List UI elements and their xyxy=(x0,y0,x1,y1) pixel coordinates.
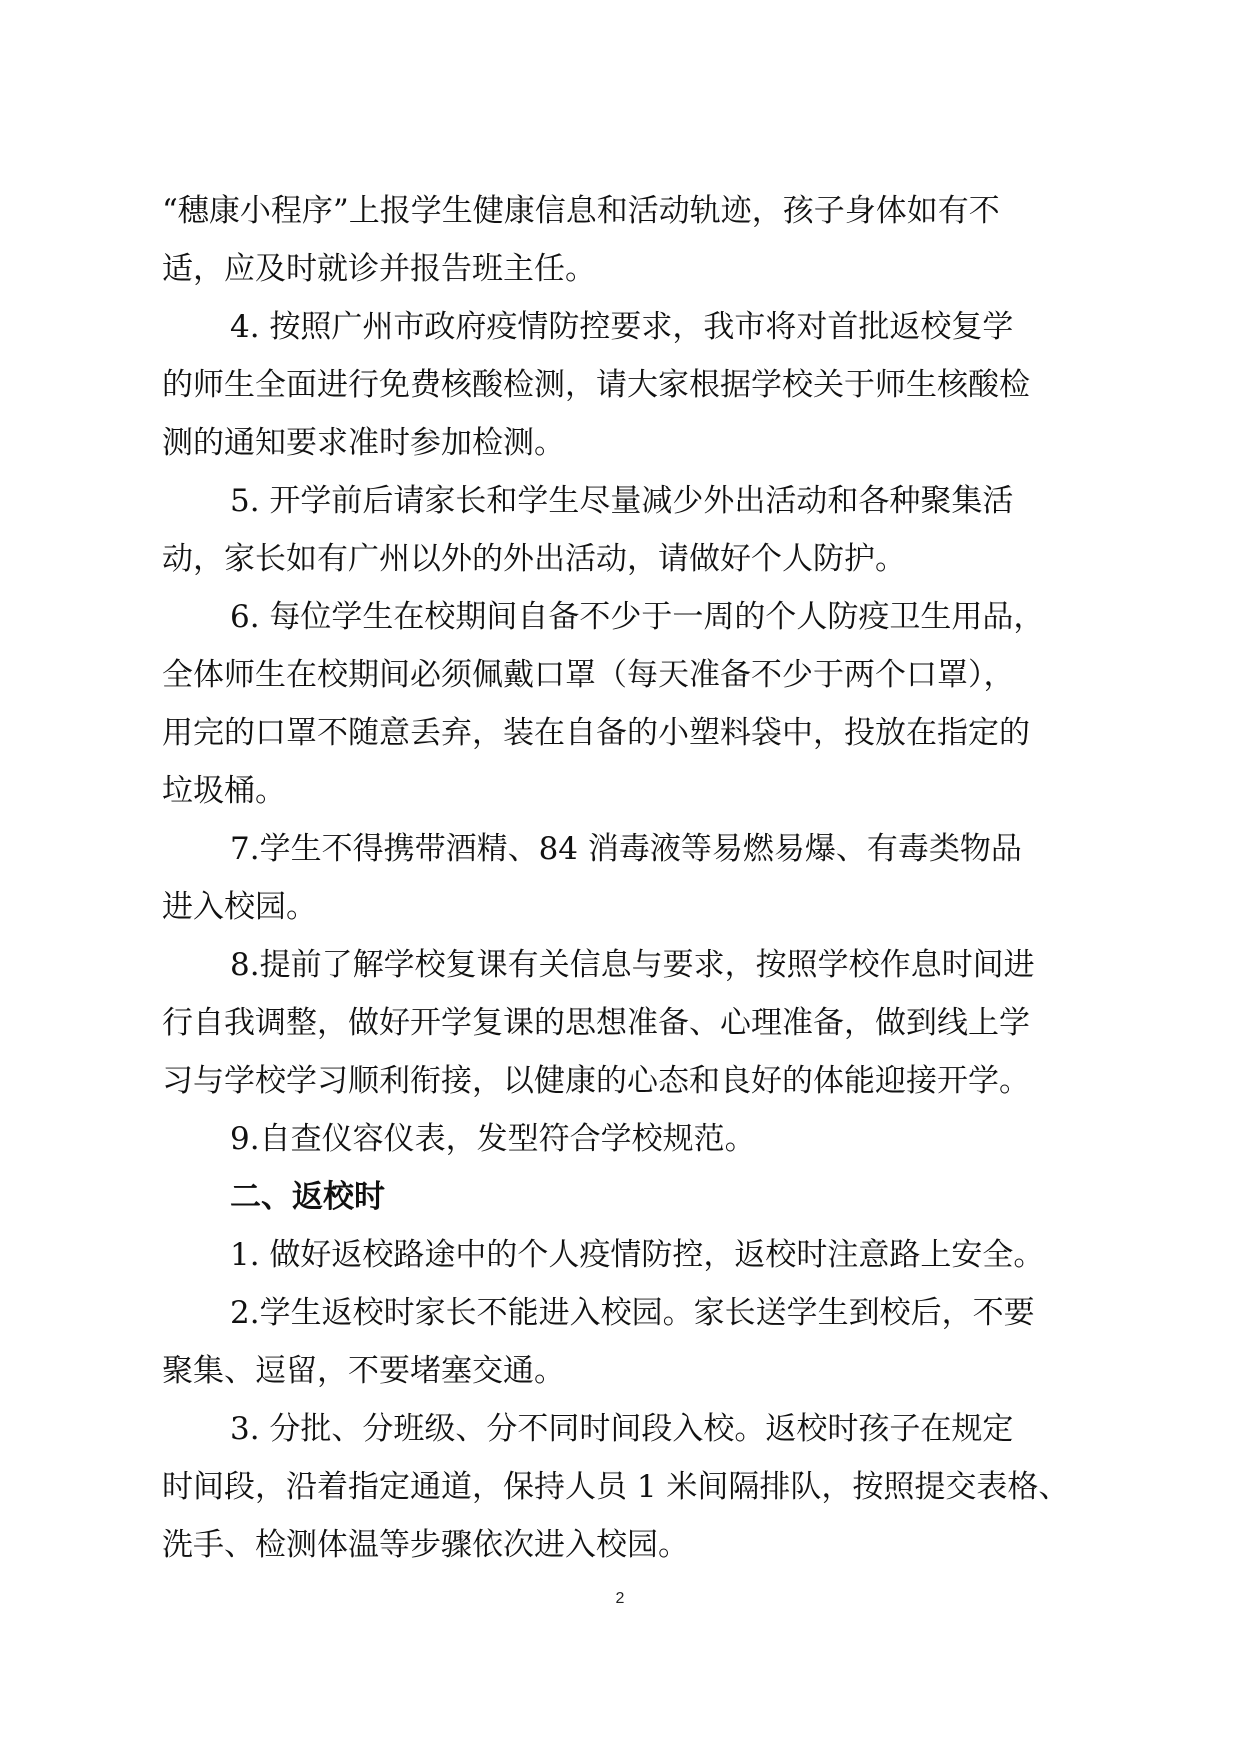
return-item-2-start: 2.学生返校时家长不能进入校园。家长送学生到校后，不要 xyxy=(230,1295,1035,1331)
paragraph-5-start: 5. 开学前后请家长和学生尽量减少外出活动和各种聚集活 xyxy=(230,483,1014,519)
paragraph-6-start: 6. 每位学生在校期间自备不少于一周的个人防疫卫生用品， xyxy=(230,599,1045,635)
section-heading-return-to-school: 二、返校时 xyxy=(230,1179,385,1215)
text-line: 洗手、检测体温等步骤依次进入校园。 xyxy=(162,1527,689,1563)
body-text xyxy=(162,182,1086,1574)
paragraph-9: 9.自查仪容仪表，发型符合学校规范。 xyxy=(230,1121,756,1157)
text-line: 行自我调整，做好开学复课的思想准备、心理准备，做到线上学 xyxy=(162,1005,1030,1041)
text-line: 测的通知要求准时参加检测。 xyxy=(162,425,565,461)
text-line: 全体师生在校期间必须佩戴口罩（每天准备不少于两个口罩）， xyxy=(162,657,1015,693)
return-item-1: 1. 做好返校路途中的个人疫情防控，返校时注意路上安全。 xyxy=(230,1237,1045,1273)
text-line: “穗康小程序”上报学生健康信息和活动轨迹，孩子身体如有不 xyxy=(162,193,1000,229)
page-number: 2 xyxy=(615,1590,625,1607)
text-line: 动，家长如有广州以外的外出活动，请做好个人防护。 xyxy=(162,541,906,577)
text-line: 的师生全面进行免费核酸检测，请大家根据学校关于师生核酸检 xyxy=(162,367,1030,403)
paragraph-7-start: 7.学生不得携带酒精、84 消毒液等易燃易爆、有毒类物品 xyxy=(230,831,1022,867)
text-line: 用完的口罩不随意丢弃，装在自备的小塑料袋中，投放在指定的 xyxy=(162,715,1030,751)
text-line: 进入校园。 xyxy=(162,889,317,925)
text-line: 习与学校学习顺利衔接，以健康的心态和良好的体能迎接开学。 xyxy=(162,1063,1030,1099)
return-item-3-start: 3. 分批、分班级、分不同时间段入校。返校时孩子在规定 xyxy=(230,1411,1014,1447)
paragraph-4-start: 4. 按照广州市政府疫情防控要求，我市将对首批返校复学 xyxy=(230,309,1014,345)
text-line: 适，应及时就诊并报告班主任。 xyxy=(162,251,596,287)
paragraph-8-start: 8.提前了解学校复课有关信息与要求，按照学校作息时间进 xyxy=(230,947,1035,983)
text-line: 时间段，沿着指定通道，保持人员 1 米间隔排队，按照提交表格、 xyxy=(162,1469,1070,1505)
text-line: 聚集、逗留，不要堵塞交通。 xyxy=(162,1353,565,1389)
text-line: 垃圾桶。 xyxy=(162,773,286,809)
